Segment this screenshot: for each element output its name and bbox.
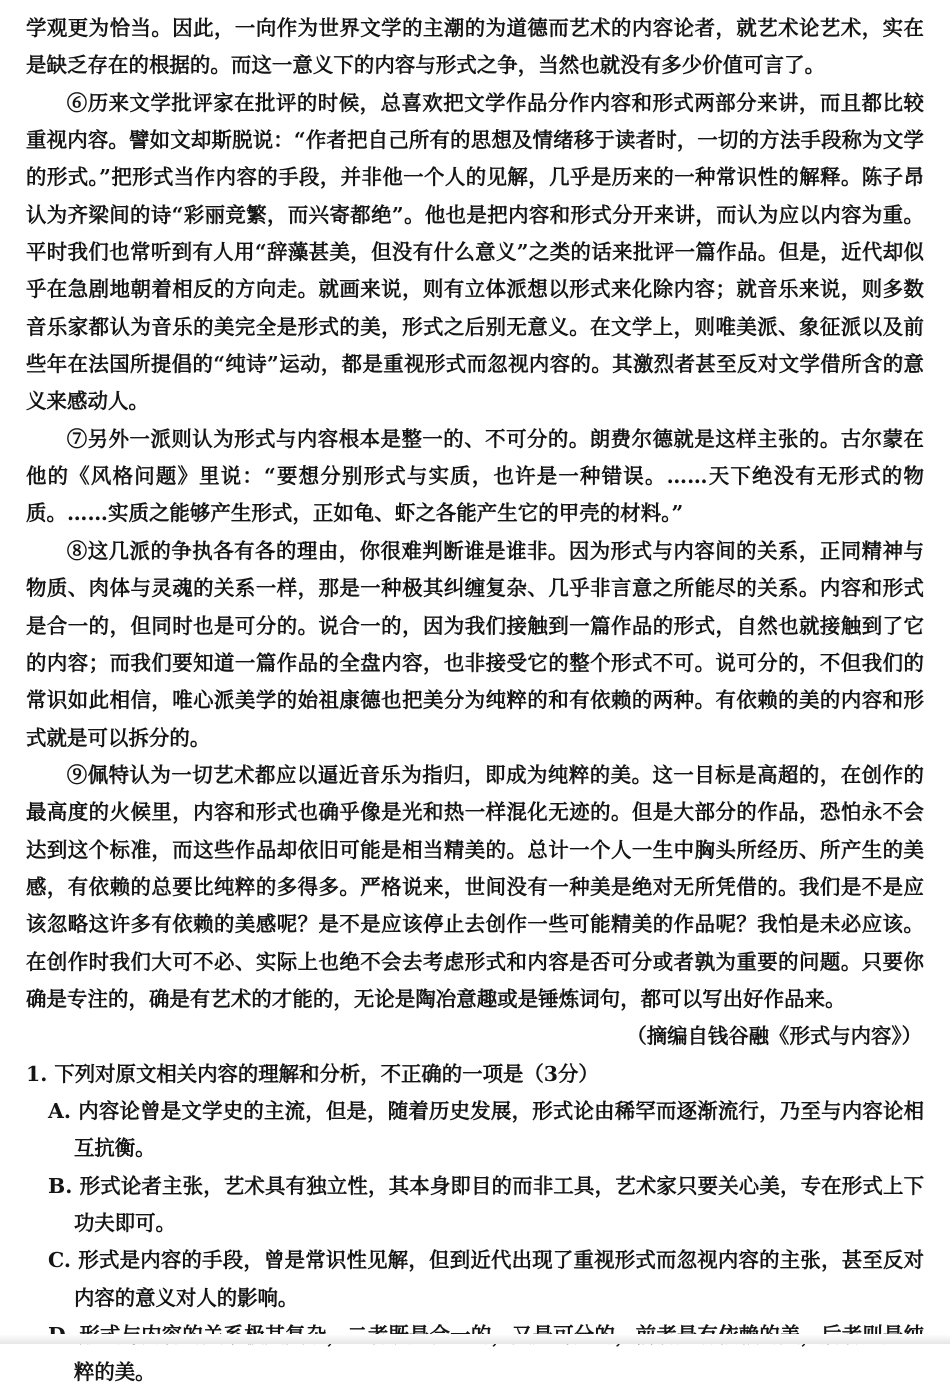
option-a: A. 内容论曾是文学史的主流，但是，随着历史发展，形式论由稀罕而逐渐流行，乃至与内容论相互抗衡。 (48, 1098, 924, 1161)
page-bottom-edge (0, 1334, 950, 1344)
question-1-options (26, 1093, 924, 1392)
passage-source: （摘编自钱谷融《形式与内容》） (626, 1024, 922, 1049)
passage-paragraph-7: ⑦另外一派则认为形式与内容根本是整一的、不可分的。朗费尔德就是这样主张的。古尔蒙在他的《风格问题》里说：“要想分别形式与实质，也许是一种错误。……天下绝没有无形式的物质。……实质之能够产生形式，正如龟、虾之各能产生它的甲壳的材料。” (26, 426, 924, 526)
passage-paragraph-6: ⑥历来文学批评家在批评的时候，总喜欢把文学作品分作内容和形式两部分来讲，而且都比较重视内容。譬如文却斯脱说：“作者把自己所有的思想及情绪移于读者时，一切的方法手段称为文学的形式。”把形式当作内容的手段，并非他一个人的见解，几乎是历来的一种常识性的解释。陈子昂认为齐梁间的诗“彩丽竞繁，而兴寄都绝”。他也是把内容和形式分开来讲，而认为应以内容为重。平时我们也常听到有人用“辞藻甚美，但没有什么意义”之类的话来批评一篇作品。但是，近代却似乎在急剧地朝着相反的方向走。就画来说，则有立体派想以形式来化除内容；就音乐来说，则多数音乐家都认为音乐的美完全是形式的美，形式之后别无意义。在文学上，则唯美派、象征派以及前些年在法国所提倡的“纯诗”运动，都是重视形式而忽视内容的。其激烈者甚至反对文学借所含的意义来感动人。 (26, 90, 924, 414)
passage-paragraph-5-tail: 学观更为恰当。因此，一向作为世界文学的主潮的为道德而艺术的内容论者，就艺术论艺术，实在是缺乏存在的根据的。而这一意义下的内容与形式之争，当然也就没有多少价值可言了。 (26, 16, 924, 78)
question-1-stem: 1. 下列对原文相关内容的理解和分析，不正确的一项是（3分） (26, 1061, 599, 1086)
option-d: 粹的美。 (74, 1360, 156, 1385)
option-c: C. 形式是内容的手段，曾是常识性见解，但到近代出现了重视形式而忽视内容的主张，甚至反对内容的意义对人的影响。 (48, 1248, 924, 1310)
passage-paragraph-9: ⑨佩特认为一切艺术都应以逼近音乐为指归，即成为纯粹的美。这一目标是高超的，在创作的最高度的火候里，内容和形式也确乎像是光和热一样混化无迹的。但是大部分的作品，恐怕永不会达到这个标准，而这些作品却依旧可能是相当精美的。总计一个人一生中胸头所经历、所产生的美感，有依赖的总要比纯粹的多得多。严格说来，世间没有一种美是绝对无所凭借的。我们是不是应该忽略这许多有依赖的美感呢？是不是应该停止去创作一些可能精美的作品呢？我怕是未必应该。在创作时我们大可不必、实际上也绝不会去考虑形式和内容是否可分或者孰为重要的问题。只要你确是专注的，确是有艺术的才能的，无论是陶冶意趣或是锤炼词句，都可以写出好作品来。 (26, 762, 924, 1011)
option-b: B. 形式论者主张，艺术具有独立性，其本身即目的而非工具，艺术家只要关心美，专在形式上下功夫即可。 (48, 1173, 924, 1235)
exam-page (26, 10, 924, 1392)
passage-paragraph-8: ⑧这几派的争执各有各的理由，你很难判断谁是谁非。因为形式与内容间的关系，正同精神与物质、肉体与灵魂的关系一样，那是一种极其纠缠复杂、几乎非言意之所能尽的关系。内容和形式是合一的，但同时也是可分的。说合一的，因为我们接触到一篇作品的形式，自然也就接触到了它的内容；而我们要知道一篇作品的全盘内容，也非接受它的整个形式不可。说可分的，不但我们的常识如此相信，唯心派美学的始祖康德也把美分为纯粹的和有依赖的两种。有依赖的美的内容和形式就是可以拆分的。 (26, 538, 924, 750)
